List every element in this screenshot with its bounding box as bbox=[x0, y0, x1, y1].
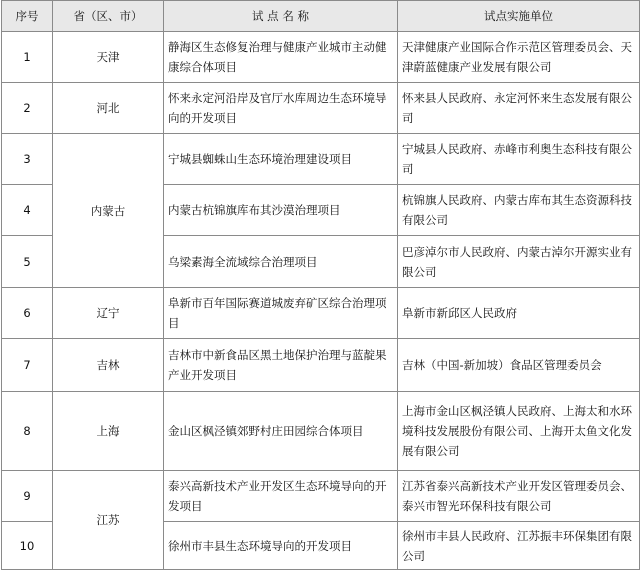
cell-implementing-unit: 宁城县人民政府、赤峰市利奥生态科技有限公司 bbox=[398, 134, 640, 185]
cell-project-name: 乌梁素海全流域综合治理项目 bbox=[164, 236, 398, 288]
cell-province: 辽宁 bbox=[53, 288, 164, 339]
cell-no: 2 bbox=[2, 83, 53, 134]
header-unit: 试点实施单位 bbox=[398, 1, 640, 32]
cell-no: 8 bbox=[2, 392, 53, 471]
cell-no: 3 bbox=[2, 134, 53, 185]
header-province: 省（区、市） bbox=[53, 1, 164, 32]
cell-province: 吉林 bbox=[53, 339, 164, 392]
cell-implementing-unit: 天津健康产业国际合作示范区管理委员会、天津蔚蓝健康产业发展有限公司 bbox=[398, 32, 640, 83]
cell-province: 内蒙古 bbox=[53, 134, 164, 288]
header-row bbox=[2, 1, 640, 32]
cell-project-name: 金山区枫泾镇郊野村庄田园综合体项目 bbox=[164, 392, 398, 471]
cell-project-name: 吉林市中新食品区黑土地保护治理与蓝靛果产业开发项目 bbox=[164, 339, 398, 392]
table-row bbox=[2, 83, 640, 134]
header-no: 序号 bbox=[2, 1, 53, 32]
cell-implementing-unit: 巴彦淖尔市人民政府、内蒙古淖尔开源实业有限公司 bbox=[398, 236, 640, 288]
table-row bbox=[2, 339, 640, 392]
table-row bbox=[2, 32, 640, 83]
table-row bbox=[2, 392, 640, 471]
cell-no: 5 bbox=[2, 236, 53, 288]
cell-implementing-unit: 徐州市丰县人民政府、江苏振丰环保集团有限公司 bbox=[398, 522, 640, 570]
pilot-projects-table bbox=[1, 0, 640, 570]
cell-no: 4 bbox=[2, 185, 53, 236]
table-row bbox=[2, 471, 640, 522]
table-row bbox=[2, 288, 640, 339]
cell-province: 天津 bbox=[53, 32, 164, 83]
header-name: 试 点 名 称 bbox=[164, 1, 398, 32]
cell-province: 河北 bbox=[53, 83, 164, 134]
cell-project-name: 内蒙古杭锦旗库布其沙漠治理项目 bbox=[164, 185, 398, 236]
cell-implementing-unit: 上海市金山区枫泾镇人民政府、上海太和水环境科技发展股份有限公司、上海开太鱼文化发展有限公司 bbox=[398, 392, 640, 471]
cell-no: 10 bbox=[2, 522, 53, 570]
cell-project-name: 泰兴高新技术产业开发区生态环境导向的开发项目 bbox=[164, 471, 398, 522]
cell-implementing-unit: 杭锦旗人民政府、内蒙古库布其生态资源科技有限公司 bbox=[398, 185, 640, 236]
cell-project-name: 静海区生态修复治理与健康产业城市主动健康综合体项目 bbox=[164, 32, 398, 83]
cell-project-name: 阜新市百年国际赛道城废弃矿区综合治理项目 bbox=[164, 288, 398, 339]
cell-implementing-unit: 阜新市新邱区人民政府 bbox=[398, 288, 640, 339]
cell-implementing-unit: 吉林（中国-新加坡）食品区管理委员会 bbox=[398, 339, 640, 392]
cell-no: 9 bbox=[2, 471, 53, 522]
cell-no: 1 bbox=[2, 32, 53, 83]
cell-implementing-unit: 江苏省泰兴高新技术产业开发区管理委员会、泰兴市智光环保科技有限公司 bbox=[398, 471, 640, 522]
cell-no: 6 bbox=[2, 288, 53, 339]
cell-province: 江苏 bbox=[53, 471, 164, 570]
table-row bbox=[2, 134, 640, 185]
cell-no: 7 bbox=[2, 339, 53, 392]
cell-project-name: 徐州市丰县生态环境导向的开发项目 bbox=[164, 522, 398, 570]
cell-project-name: 怀来永定河沿岸及官厅水库周边生态环境导向的开发项目 bbox=[164, 83, 398, 134]
cell-implementing-unit: 怀来县人民政府、永定河怀来生态发展有限公司 bbox=[398, 83, 640, 134]
cell-project-name: 宁城县蜘蛛山生态环境治理建设项目 bbox=[164, 134, 398, 185]
cell-province: 上海 bbox=[53, 392, 164, 471]
